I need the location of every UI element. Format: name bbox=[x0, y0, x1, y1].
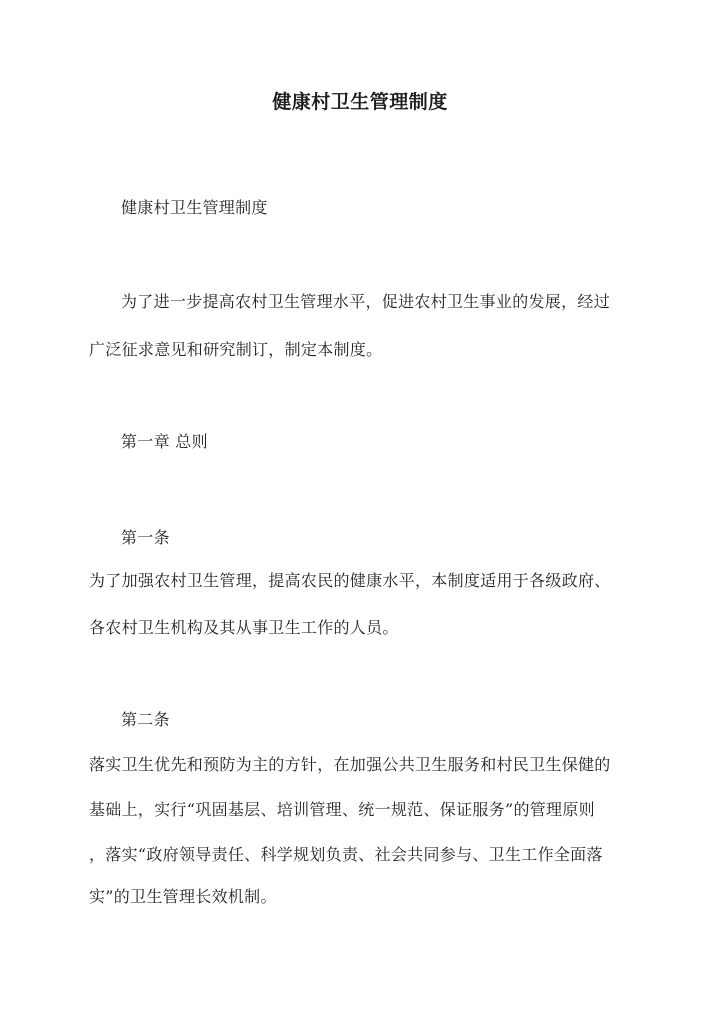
document-subtitle: 健康村卫生管理制度 bbox=[121, 198, 268, 217]
article-2-line-2: 基础上，实行“巩固基层、培训管理、统一规范、保证服务”的管理原则 bbox=[89, 800, 595, 819]
document-title: 健康村卫生管理制度 bbox=[272, 91, 448, 113]
article-1-line-2: 各农村卫生机构及其从事卫生工作的人员。 bbox=[89, 618, 399, 637]
article-2-line-1: 落实卫生优先和预防为主的方针，在加强公共卫生服务和村民卫生保健的 bbox=[89, 755, 611, 774]
article-1-heading: 第一条 bbox=[121, 528, 170, 547]
article-1-line-1: 为了加强农村卫生管理，提高农民的健康水平，本制度适用于各级政府、 bbox=[89, 571, 611, 590]
article-2-line-3: ，落实“政府领导责任、科学规划负责、社会共同参与、卫生工作全面落 bbox=[89, 845, 603, 864]
article-2-heading: 第二条 bbox=[121, 710, 170, 729]
chapter-heading: 第一章 总则 bbox=[121, 432, 208, 451]
intro-paragraph-line-2: 广泛征求意见和研究制订，制定本制度。 bbox=[89, 340, 383, 359]
article-2-line-4: 实”的卫生管理长效机制。 bbox=[89, 887, 277, 906]
intro-paragraph-line-1: 为了进一步提高农村卫生管理水平，促进农村卫生事业的发展，经过 bbox=[121, 292, 611, 311]
